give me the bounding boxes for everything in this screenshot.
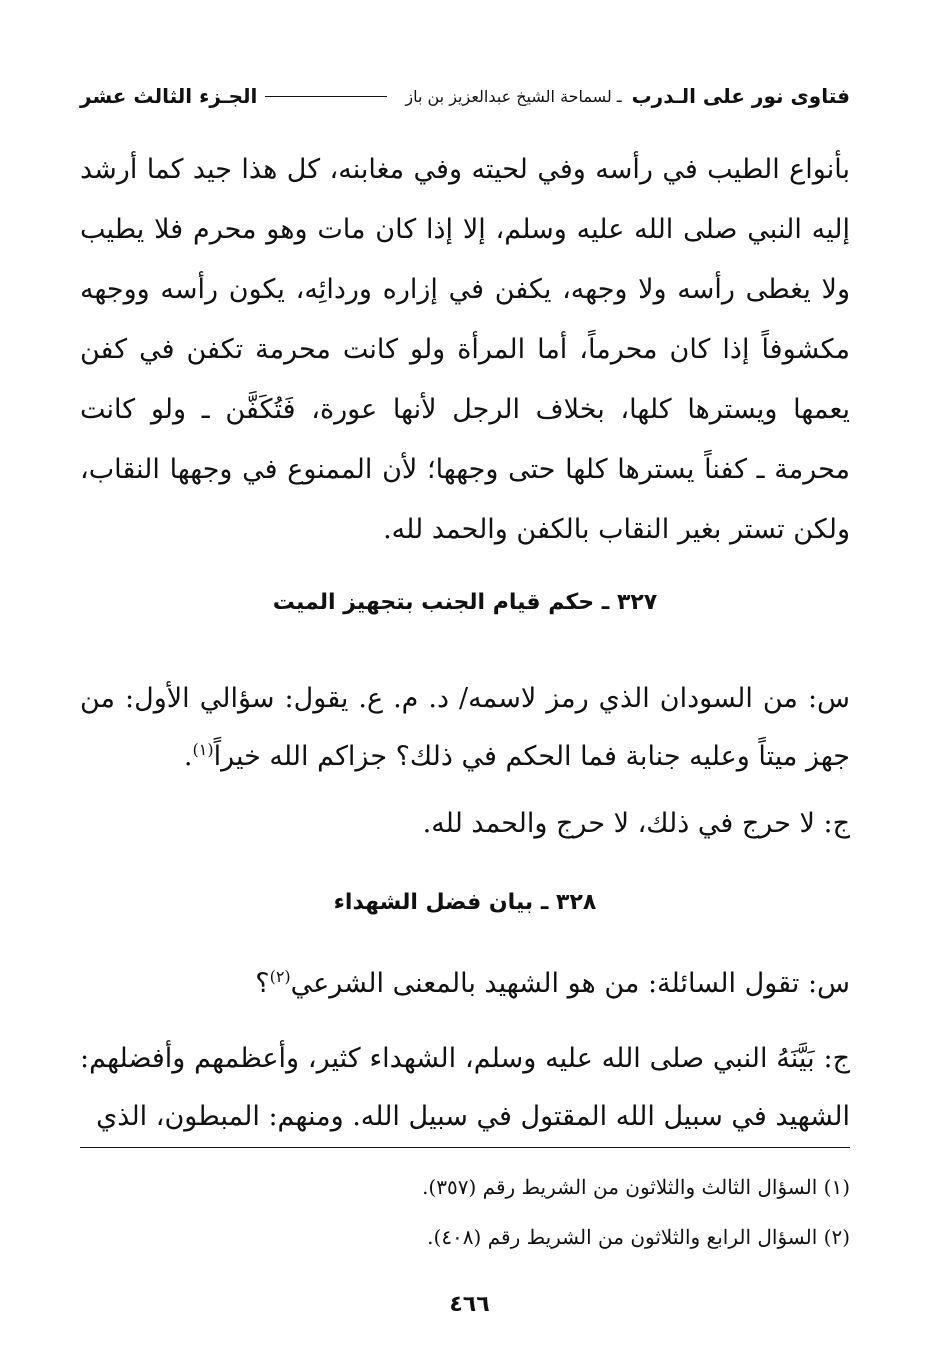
answer-label: ج: xyxy=(823,808,850,839)
volume-label: الجـزء الثالث عشر xyxy=(80,84,258,108)
answer-328 xyxy=(80,1030,850,1146)
question-text: من السودان الذي رمز لاسمه/ د. م. ع. يقول: سؤالي الأول: من جهز ميتاً وعليه جنابة فما الحكم في ذلك؟ جزاكم الله خيراً xyxy=(80,683,850,772)
answer-text: لا حرج في ذلك، لا حرج والحمد لله. xyxy=(422,808,815,839)
answer-label: ج: xyxy=(823,1043,850,1074)
footnote-ref-1: (١) xyxy=(192,740,214,759)
intro-paragraph: بأنواع الطيب في رأسه وفي لحيته وفي مغابنه، كل هذا جيد كما أرشد إليه النبي صلى الله عليه وسلم، إلا إذا كان مات وهو محرم فلا يطيب ولا يغطى رأسه ولا وجهه، يكفن في إزاره وردائِه، يكون رأسه ووجهه مكشوفاً إذا كان محرماً، أما المرأة ولو كانت محرمة تكفن في كفن يعمها ويسترها كلها، بخلاف الرجل لأنها عورة، فَتُكَفَّن ـ ولو كانت محرمة ـ كفناً يسترها كلها حتى وجهها؛ لأن الممنوع في وجهها النقاب، ولكن تستر بغير النقاب بالكفن والحمد لله. xyxy=(80,154,850,545)
book-title: فتاوى نور على الـدرب xyxy=(631,84,850,108)
footnote-1: (١) السؤال الثالث والثلاثون من الشريط رقم (٣٥٧). xyxy=(422,1175,850,1199)
author-credit: ـ لسماحة الشيخ عبدالعزيز بن باز xyxy=(405,86,622,106)
question-label: س: xyxy=(807,968,850,999)
footnote-separator xyxy=(80,1147,850,1148)
answer-text: بَيَّنَهُ النبي صلى الله عليه وسلم، الشهداء كثير، وأعظمهم وأفضلهم: الشهيد في سبيل الله المقتول في سبيل الله. ومنهم: المبطون، الذي xyxy=(80,1043,850,1132)
question-327 xyxy=(80,670,850,786)
page-number: ٤٦٦ xyxy=(449,1292,490,1317)
footnote-ref-2: (٢) xyxy=(269,967,291,986)
question-end: . xyxy=(183,741,193,772)
question-328 xyxy=(80,955,850,1013)
section-heading-327: ٣٢٧ ـ حكم قيام الجنب بتجهيز الميت xyxy=(272,590,658,615)
question-text: تقول السائلة: من هو الشهيد بالمعنى الشرعي xyxy=(290,968,800,999)
running-header xyxy=(80,78,850,114)
question-end: ؟ xyxy=(255,968,270,999)
section-heading-328: ٣٢٨ ـ بيان فضل الشهداء xyxy=(333,890,597,915)
footnote-2: (٢) السؤال الرابع والثلاثون من الشريط رقم (٤٠٨). xyxy=(427,1225,850,1249)
question-label: س: xyxy=(807,683,850,714)
answer-327 xyxy=(80,795,850,853)
header-rule xyxy=(265,96,387,97)
